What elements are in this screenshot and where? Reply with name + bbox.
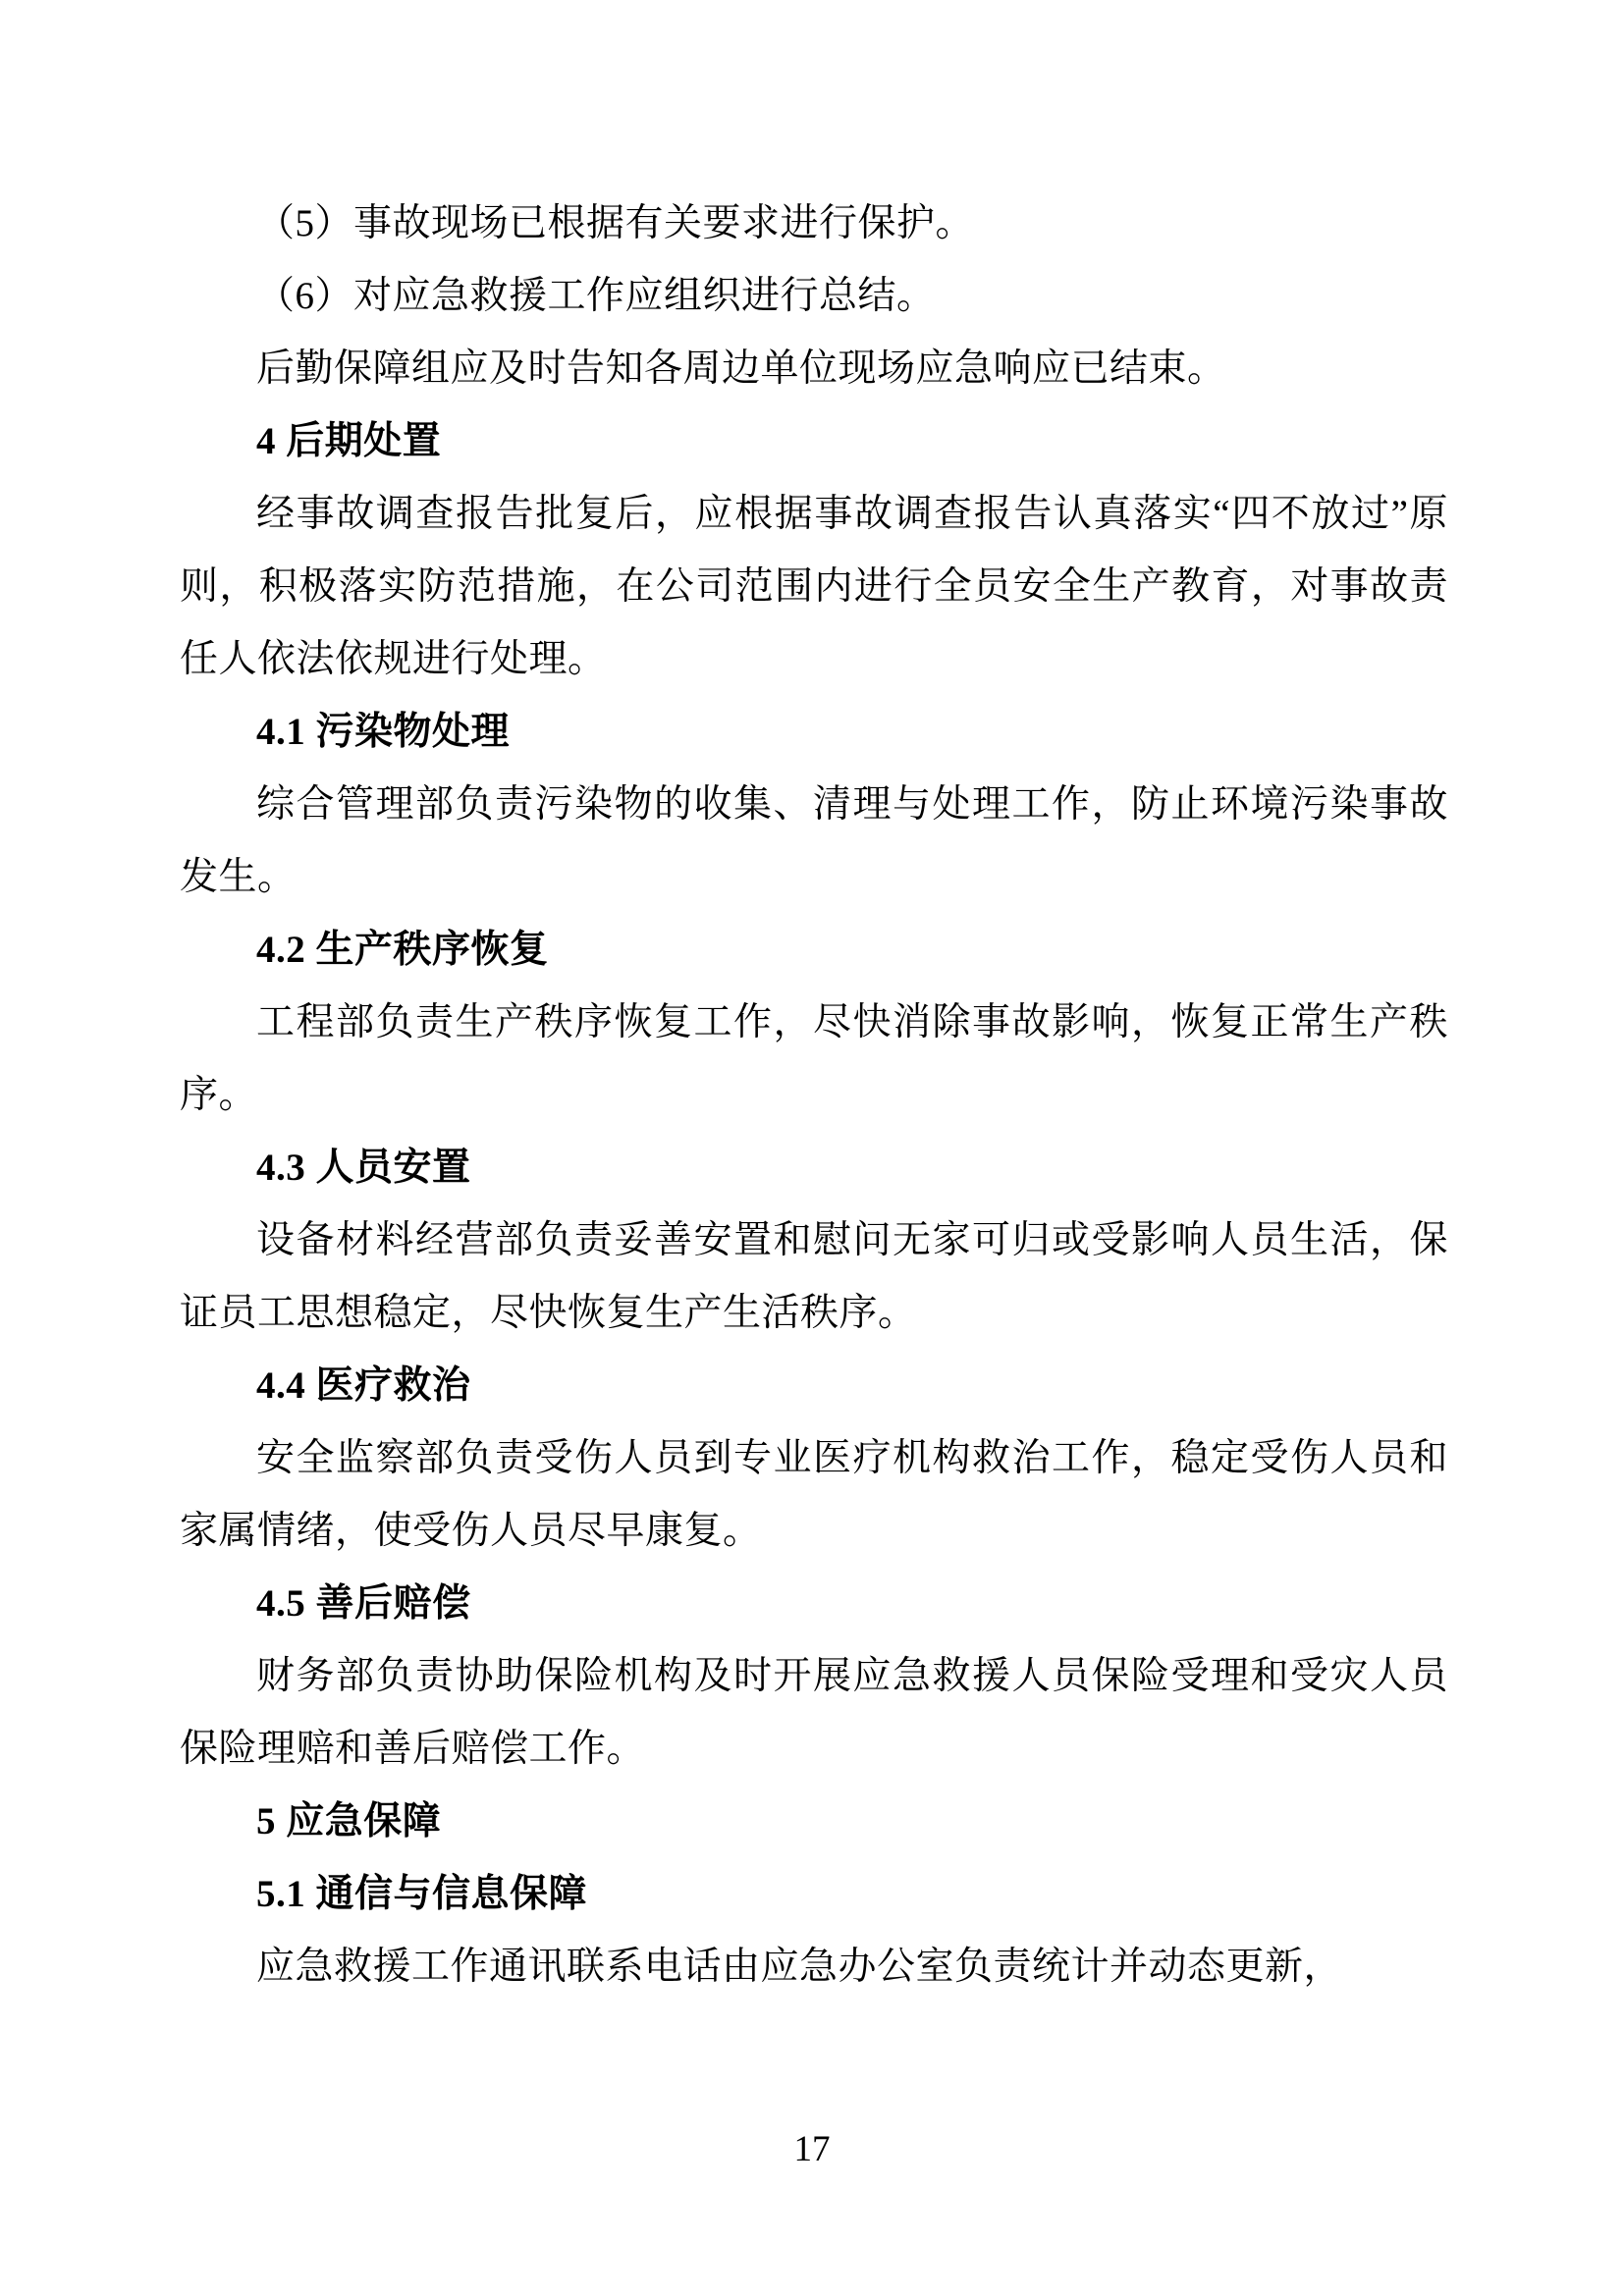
page-number: 17	[793, 2129, 831, 2169]
paragraph-section-5-1-body: 应急救援工作通讯联系电话由应急办公室负责统计并动态更新，	[256, 1946, 1343, 1988]
heading-section-4-5: 4.5 善后赔偿	[256, 1582, 471, 1625]
paragraph-section-4-5-body: 财务部负责协助保险机构及时开展应急救援人员保险受理和受灾人员保险理赔和善后赔偿工作。	[180, 1655, 1448, 1770]
document-content	[180, 187, 1448, 2003]
paragraph-section-4-body: 经事故调查报告批复后，应根据事故调查报告认真落实“四不放过”原则，积极落实防范措施，在公司范围内进行全员安全生产教育，对事故责任人依法依规进行处理。	[180, 493, 1448, 680]
heading-section-4-4: 4.4 医疗救治	[256, 1364, 471, 1407]
heading-section-5-1: 5.1 通信与信息保障	[256, 1873, 588, 1915]
heading-section-4-2: 4.2 生产秩序恢复	[256, 929, 549, 971]
paragraph-item-5: （5）事故现场已根据有关要求进行保护。	[256, 202, 975, 244]
paragraph-section-4-3-body: 设备材料经营部负责妥善安置和慰问无家可归或受影响人员生活，保证员工思想稳定，尽快恢复生产生活秩序。	[180, 1219, 1448, 1334]
heading-section-4: 4 后期处置	[256, 420, 442, 462]
paragraph-item-6: （6）对应急救援工作应组织进行总结。	[256, 275, 936, 317]
paragraph-section-4-4-body: 安全监察部负责受伤人员到专业医疗机构救治工作，稳定受伤人员和家属情绪，使受伤人员尽早康复。	[180, 1437, 1448, 1552]
heading-section-4-3: 4.3 人员安置	[256, 1147, 471, 1189]
paragraph-logistics-notice: 后勤保障组应及时告知各周边单位现场应急响应已结束。	[256, 347, 1226, 390]
paragraph-section-4-2-body: 工程部负责生产秩序恢复工作，尽快消除事故影响，恢复正常生产秩序。	[180, 1001, 1448, 1116]
paragraph-section-4-1-body: 综合管理部负责污染物的收集、清理与处理工作，防止环境污染事故发生。	[180, 783, 1448, 898]
heading-section-5: 5 应急保障	[256, 1800, 442, 1842]
heading-section-4-1: 4.1 污染物处理	[256, 711, 511, 753]
